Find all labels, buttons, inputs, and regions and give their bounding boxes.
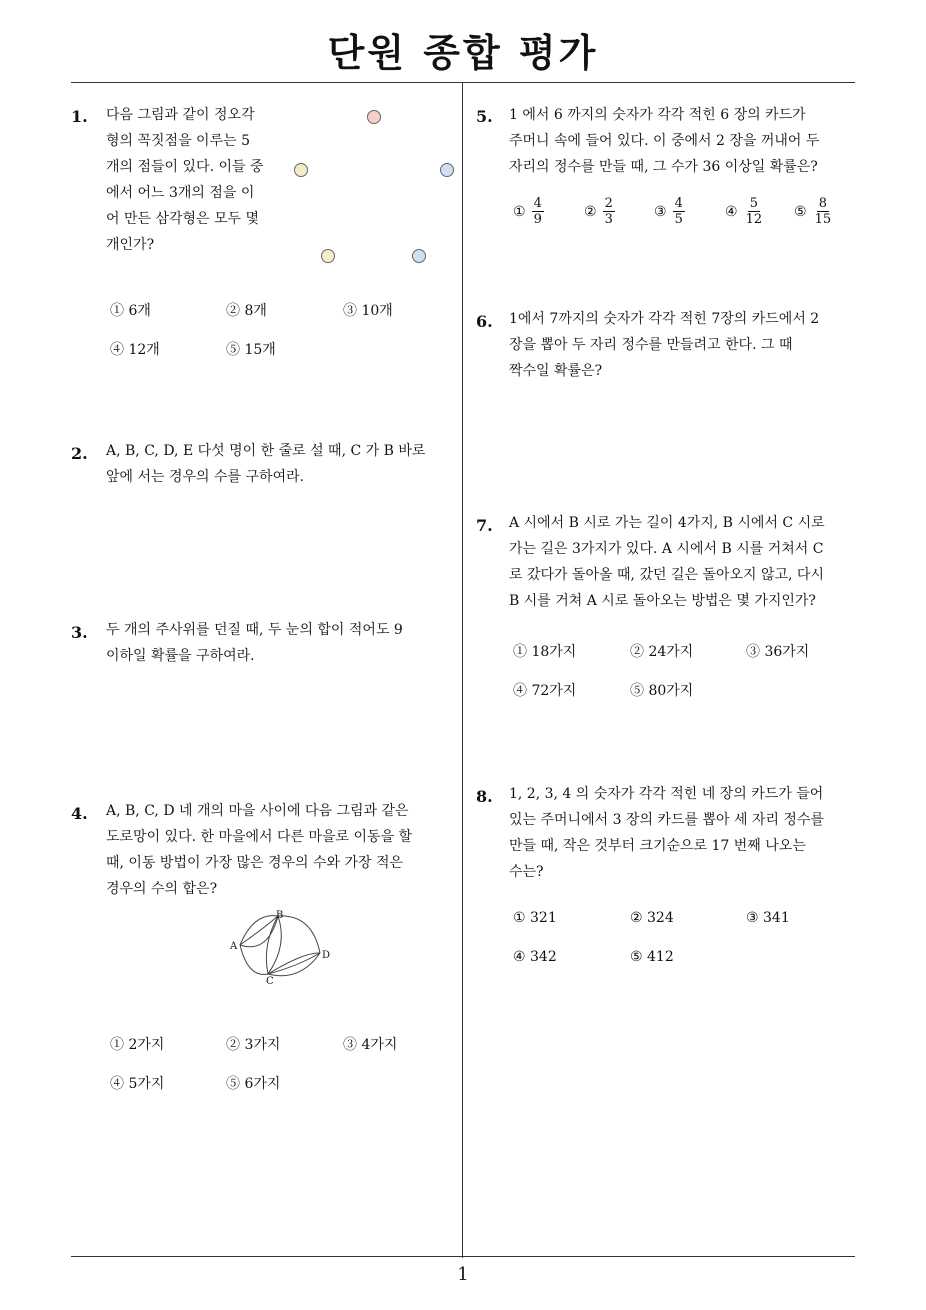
option-1[interactable]: ① 18가지 — [513, 644, 577, 660]
fraction — [813, 196, 834, 227]
question-text-line: 1 에서 6 까지의 숫자가 각각 적힌 6 장의 카드가 — [509, 107, 806, 123]
option-3[interactable] — [654, 196, 685, 227]
question-text-line: 1에서 7까지의 숫자가 각각 적힌 7장의 카드에서 2 — [509, 311, 820, 327]
option-5[interactable] — [794, 196, 833, 227]
question-number: 4. — [71, 804, 88, 823]
question-text-line: 1, 2, 3, 4 의 숫자가 각각 적힌 네 장의 카드가 들어 — [509, 786, 824, 802]
village-label-d: D — [322, 950, 331, 961]
question-text-line: 때, 이동 방법이 가장 많은 경우의 수와 가장 적은 — [106, 855, 404, 871]
question-number: 1. — [71, 107, 88, 126]
numerator: 8 — [818, 196, 827, 211]
denominator: 15 — [814, 212, 832, 227]
option-2[interactable] — [584, 196, 615, 227]
question-number: 7. — [476, 516, 493, 535]
question-number: 2. — [71, 444, 88, 463]
question-text-line: A 시에서 B 시로 가는 길이 4가지, B 시에서 C 시로 — [509, 515, 825, 531]
option-3[interactable]: ③ 4가지 — [343, 1037, 398, 1053]
question-text-line: 수는? — [509, 864, 544, 880]
option-1[interactable]: ① 6개 — [110, 303, 151, 319]
question-text-line: 두 개의 주사위를 던질 때, 두 눈의 합이 적어도 9 — [106, 622, 403, 638]
option-mark: ① — [513, 203, 526, 220]
question-text-line: 어 만든 삼각형은 모두 몇 — [106, 211, 260, 227]
road-c-d — [268, 953, 320, 974]
option-4[interactable] — [725, 196, 764, 227]
question-text-line: 만들 때, 작은 것부터 크기순으로 17 번째 나오는 — [509, 838, 806, 854]
road-b-c — [268, 916, 281, 974]
option-2[interactable]: ② 24가지 — [630, 644, 694, 660]
fraction — [673, 196, 685, 227]
option-3[interactable]: ③ 36가지 — [746, 644, 810, 660]
numerator: 4 — [533, 196, 542, 211]
road-b-d — [278, 916, 320, 953]
road-a-c — [240, 945, 268, 974]
fraction — [603, 196, 615, 227]
fraction — [744, 196, 765, 227]
question-text-line: 경우의 수의 합은? — [106, 881, 218, 897]
question-text-line: 다음 그림과 같이 정오각 — [106, 107, 255, 123]
question-text-line: 장을 뽑아 두 자리 정수를 만들려고 한다. 그 때 — [509, 337, 793, 353]
question-text-line: 에서 어느 3개의 점을 이 — [106, 185, 255, 201]
question-text-line: 주머니 속에 들어 있다. 이 중에서 2 장을 꺼내어 두 — [509, 133, 820, 149]
option-2[interactable]: ② 324 — [630, 910, 674, 926]
question-text-line: 형의 꼭짓점을 이루는 5 — [106, 133, 250, 149]
bottom-rule — [71, 1256, 855, 1257]
question-text-line: 이하일 확률을 구하여라. — [106, 648, 255, 664]
option-5[interactable]: ⑤ 6가지 — [226, 1076, 281, 1092]
option-3[interactable]: ③ 341 — [746, 910, 790, 926]
option-4[interactable]: ④ 12개 — [110, 342, 160, 358]
option-mark: ② — [584, 203, 597, 220]
village-label-a: A — [230, 941, 238, 952]
option-4[interactable]: ④ 342 — [513, 949, 557, 965]
question-text-line: 로 갔다가 돌아올 때, 갔던 길은 돌아오지 않고, 다시 — [509, 567, 824, 583]
denominator: 9 — [533, 212, 542, 227]
numerator: 4 — [674, 196, 683, 211]
option-4[interactable]: ④ 5가지 — [110, 1076, 165, 1092]
question-text-line: A, B, C, D, E 다섯 명이 한 줄로 설 때, C 가 B 바로 — [106, 443, 426, 459]
road-c-d — [268, 953, 320, 974]
option-1[interactable]: ① 321 — [513, 910, 557, 926]
option-1[interactable] — [513, 196, 544, 227]
option-5[interactable]: ⑤ 412 — [630, 949, 674, 965]
option-mark: ④ — [725, 203, 738, 220]
option-1[interactable]: ① 2가지 — [110, 1037, 165, 1053]
question-text-line: B 시를 거쳐 A 시로 돌아오는 방법은 몇 가지인가? — [509, 593, 816, 609]
question-text-line: 도로망이 있다. 한 마을에서 다른 마을로 이동을 할 — [106, 829, 413, 845]
question-text-line: 개의 점들이 있다. 이들 중 — [106, 159, 264, 175]
option-3[interactable]: ③ 10개 — [343, 303, 393, 319]
village-label-c: C — [266, 976, 274, 987]
denominator: 3 — [604, 212, 613, 227]
option-2[interactable]: ② 3가지 — [226, 1037, 281, 1053]
question-text-line: 자리의 정수를 만들 때, 그 수가 36 이상일 확률은? — [509, 159, 818, 175]
question-number: 5. — [476, 107, 493, 126]
denominator: 12 — [745, 212, 763, 227]
question-number: 3. — [71, 623, 88, 642]
question-text-line: 있는 주머니에서 3 장의 카드를 뽑아 세 자리 정수를 — [509, 812, 824, 828]
option-4[interactable]: ④ 72가지 — [513, 683, 577, 699]
option-5[interactable]: ⑤ 80가지 — [630, 683, 694, 699]
option-5[interactable]: ⑤ 15개 — [226, 342, 276, 358]
question-number: 8. — [476, 787, 493, 806]
numerator: 2 — [604, 196, 613, 211]
question-text-line: 앞에 서는 경우의 수를 구하여라. — [106, 469, 305, 485]
question-text-line: 개인가? — [106, 237, 155, 253]
road-c-d — [268, 953, 320, 976]
question-number: 6. — [476, 312, 493, 331]
page-title: 단원 종합 평가 — [327, 31, 599, 75]
option-mark: ③ — [654, 203, 667, 220]
question-text-line: A, B, C, D 네 개의 마을 사이에 다음 그림과 같은 — [106, 803, 409, 819]
village-label-b: B — [276, 910, 284, 921]
denominator: 5 — [674, 212, 683, 227]
question-text-line: 가는 길은 3가지가 있다. A 시에서 B 시를 거쳐서 C — [509, 541, 824, 557]
fraction — [532, 196, 544, 227]
option-mark: ⑤ — [794, 203, 807, 220]
question-text-line: 짝수일 확률은? — [509, 363, 603, 379]
numerator: 5 — [749, 196, 758, 211]
option-2[interactable]: ② 8개 — [226, 303, 267, 319]
page-number: 1 — [457, 1264, 469, 1285]
